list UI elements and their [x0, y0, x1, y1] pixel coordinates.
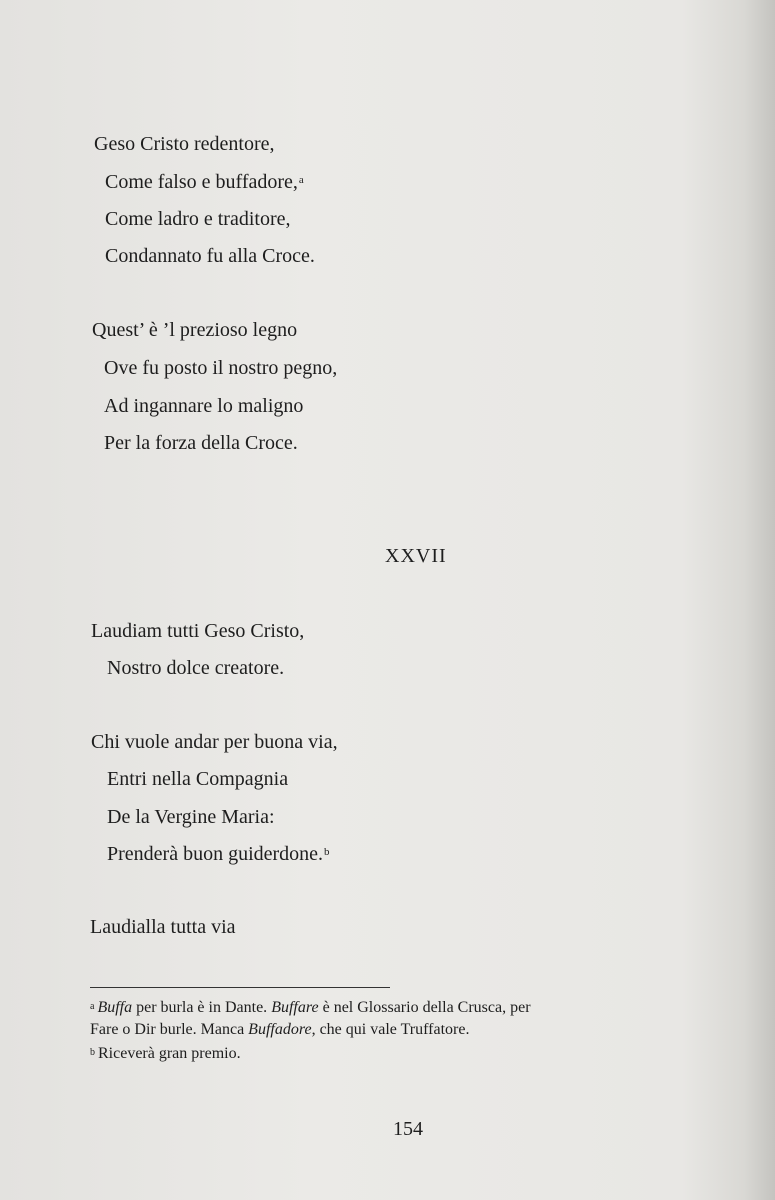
verse-line: Laudialla tutta via [90, 916, 236, 938]
verse-line: Ove fu posto il nostro pegno, [104, 357, 338, 379]
bleed-through-text [470, 130, 475, 151]
footnote-rule [90, 987, 390, 988]
footnote-b: $^b$ Riceverà gran premio. [90, 1045, 241, 1062]
verse-line: Prenderà buon guiderdone.$^b$ [107, 843, 330, 865]
footnote-ref-a: a [298, 174, 304, 186]
verse-line: De la Vergine Maria: [107, 806, 275, 828]
verse-line: Laudiam tutti Geso Cristo, [91, 620, 305, 642]
verse-line: Come ladro e traditore, [105, 208, 291, 230]
verse-line: Come falso e buffadore,$^a$ [105, 171, 304, 193]
verse-line: Entri nella Compagnia [107, 768, 289, 790]
footnote-ref-b: b [324, 846, 330, 858]
section-heading: XXVII [385, 545, 447, 567]
footnote-a: $^a$ Buffa per burla è in Dante. Buffare è nel Glossario della Crusca, per Fare o Dir burle. Manca Buffadore, che qui vale Truffatore. [90, 999, 531, 1038]
verse-line: Per la forza della Croce. [104, 432, 298, 454]
verse-line: Chi vuole andar per buona via, [91, 731, 338, 753]
verse-line: Geso Cristo redentore, [94, 133, 275, 155]
page-number: 154 [393, 1118, 423, 1140]
verse-line: Nostro dolce creatore. [107, 657, 285, 679]
verse-line: Condannato fu alla Croce. [105, 245, 315, 267]
verse-line: Ad ingannare lo maligno [104, 395, 304, 417]
verse-line: Quest’ è ’l prezioso legno [92, 319, 298, 341]
